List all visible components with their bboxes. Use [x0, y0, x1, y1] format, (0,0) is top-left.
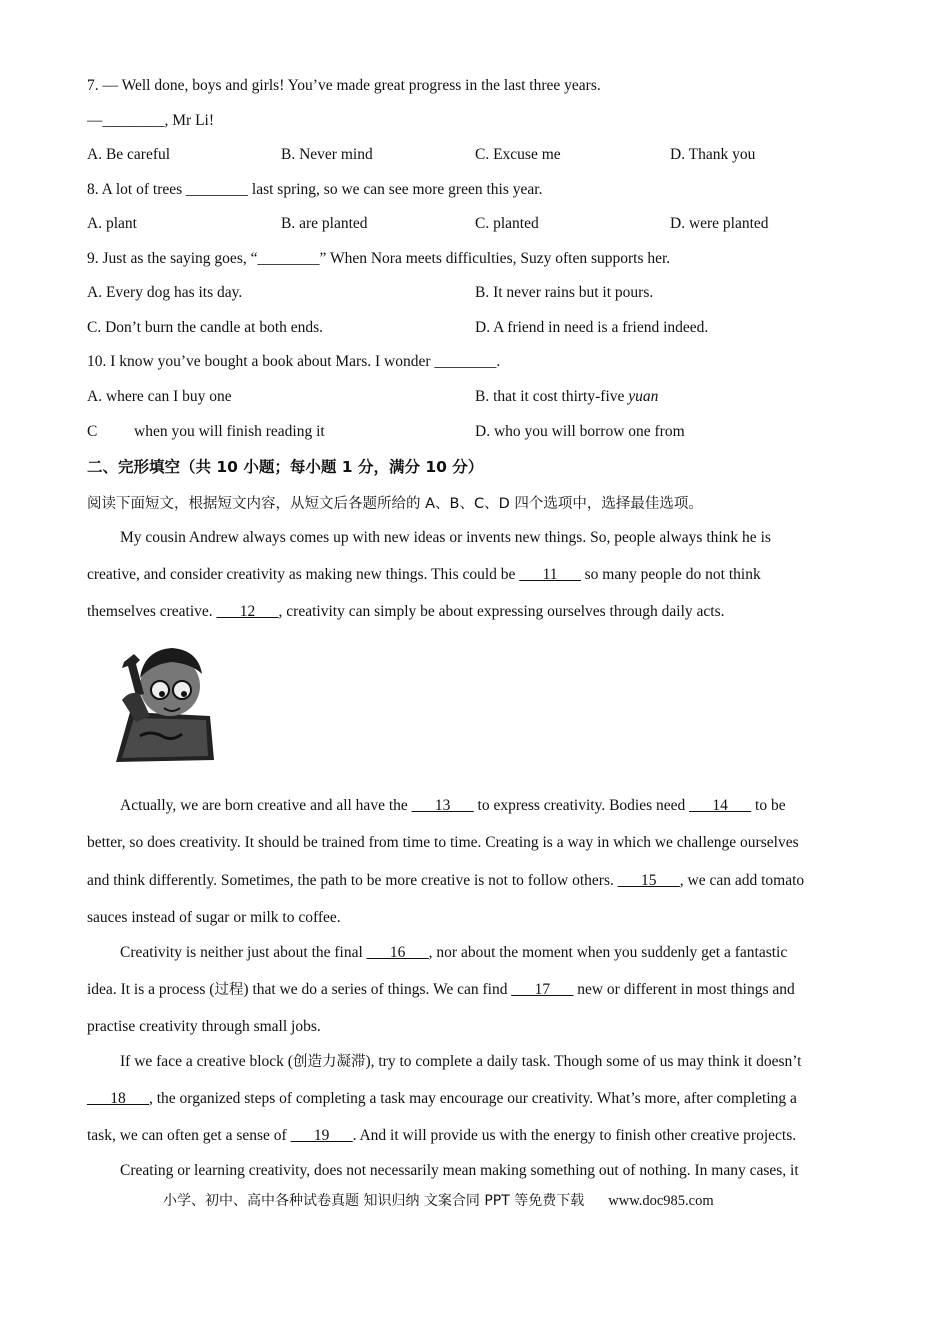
q7-reply — [87, 111, 214, 131]
blank-18: ___18___ — [87, 1090, 149, 1107]
p2-line-3-b: , we can add tomato — [679, 872, 805, 889]
q10-option-b-text: B. that it cost thirty-five — [475, 388, 629, 405]
p2-line-1-c: to be — [751, 797, 786, 814]
p4-line-3-a: task, we can often get a sense of — [87, 1127, 291, 1144]
p1-line-1: My cousin Andrew always comes up with new ideas or invents new things. So, people always think he is — [120, 529, 771, 546]
q8-option-b: B. are planted — [281, 215, 368, 232]
p1-line-3-a: themselves creative. — [87, 603, 217, 620]
q9-stem-end: ” When Nora meets difficulties, Suzy often supports her. — [319, 250, 671, 267]
p1-line-2-a: creative, and consider creativity as making new things. This could be — [87, 566, 520, 583]
q10-option-d: D. who you will borrow one from — [475, 423, 685, 440]
blank-11: ___11___ — [519, 566, 581, 583]
q10-stem-start: 10. I know you’ve bought a book about Mars. I wonder — [87, 353, 435, 370]
p4-line-1 — [120, 1052, 801, 1072]
q7-option-b: B. Never mind — [281, 146, 373, 163]
p4-line-1-a: If we face a creative block ( — [120, 1053, 293, 1070]
p3-line-2-b: ) that we do a series of things. We can find — [243, 981, 512, 998]
p1-line-2-b: so many people do not think — [580, 566, 761, 583]
blank-16: ___16___ — [366, 944, 429, 961]
p4-line-1-cn: 创造力凝滞 — [292, 1054, 366, 1070]
q8-option-c: C. planted — [475, 215, 539, 232]
right-eye — [173, 681, 191, 699]
q9-stem — [87, 249, 670, 269]
q10-option-b — [475, 387, 658, 407]
blank-12: ___12___ — [216, 603, 279, 620]
boy-with-wrench-illustration — [110, 640, 218, 764]
p3-line-2-a: idea. It is a process ( — [87, 981, 215, 998]
q7-option-a: A. Be careful — [87, 146, 171, 163]
q9-option-a: A. Every dog has its day. — [87, 284, 243, 301]
p3-line-2-c: new or different in most things and — [573, 981, 795, 998]
p4-line-2-b: , the organized steps of completing a task may encourage our creativity. What’s more, after completing a — [149, 1090, 797, 1107]
blank-15: ___15___ — [617, 872, 680, 889]
p1-line-3-b: , creativity can simply be about expressing ourselves through daily acts. — [278, 603, 725, 620]
p3-line-1-a: Creativity is neither just about the final — [120, 944, 367, 961]
p2-line-3-a: and think differently. Sometimes, the path to be more creative is not to follow others. — [87, 872, 618, 889]
q10-stem-end: . — [496, 353, 501, 370]
footer-text: 小学、初中、高中各种试卷真题 知识归纳 文案合同 PPT 等免费下载 — [163, 1193, 585, 1209]
footer-url[interactable]: www.doc985.com — [608, 1193, 714, 1209]
p2-line-3 — [87, 871, 804, 891]
p3-line-1 — [120, 943, 787, 963]
blank-19: ___19___ — [290, 1127, 353, 1144]
q7-option-c: C. Excuse me — [475, 146, 561, 163]
p1-line-2 — [87, 565, 761, 585]
p4-line-3-b: . And it will provide us with the energy to finish other creative projects. — [352, 1127, 797, 1144]
q7-stem: 7. — Well done, boys and girls! You’ve made great progress in the last three years. — [87, 77, 601, 94]
q10-stem — [87, 352, 500, 372]
q9-option-c: C. Don’t burn the candle at both ends. — [87, 319, 324, 336]
q8-option-a: A. plant — [87, 215, 137, 232]
q9-stem-start: 9. Just as the saying goes, “ — [87, 250, 258, 267]
p2-line-1-a: Actually, we are born creative and all have the — [120, 797, 412, 814]
q8-blank: ________ — [186, 181, 249, 198]
q9-blank: ________ — [257, 250, 320, 267]
p4-line-2 — [87, 1089, 797, 1109]
q10-option-b-italic: yuan — [628, 388, 659, 405]
section-2-instruction: 阅读下面短文，根据短文内容，从短文后各题所给的 A、B、C、D 四个选项中，选择最佳选项。 — [87, 496, 703, 512]
p2-line-2: better, so does creativity. It should be trained from time to time. Creating is a way in which we challenge ourselves — [87, 834, 799, 851]
q8-stem-start: 8. A lot of trees — [87, 181, 187, 198]
p1-line-3 — [87, 602, 725, 622]
left-pupil — [159, 691, 165, 697]
p4-line-3 — [87, 1126, 796, 1146]
blank-17: ___17___ — [511, 981, 574, 998]
q9-option-b: B. It never rains but it pours. — [475, 284, 654, 301]
q10-blank: ________ — [434, 353, 497, 370]
left-eye — [151, 681, 169, 699]
q8-option-d: D. were planted — [670, 215, 769, 232]
section-2-title: 二、完形填空（共 10 小题；每小题 1 分，满分 10 分） — [87, 458, 484, 476]
p2-line-1 — [120, 796, 786, 816]
q9-option-d: D. A friend in need is a friend indeed. — [475, 319, 709, 336]
q8-stem — [87, 180, 542, 200]
p3-line-3: practise creativity through small jobs. — [87, 1018, 321, 1035]
blank-13: ___13___ — [411, 797, 474, 814]
q7-blank: —________ — [87, 112, 165, 129]
p4-line-1-b: ), try to complete a daily task. Though some of us may think it doesn’t — [365, 1053, 802, 1070]
q10-option-c-letter: C — [87, 423, 98, 440]
p3-line-2 — [87, 980, 795, 1000]
q10-option-c-text: when you will finish reading it — [134, 423, 325, 440]
right-pupil — [181, 691, 187, 697]
q8-stem-end: last spring, so we can see more green this year. — [248, 181, 543, 198]
q7-option-d: D. Thank you — [670, 146, 756, 163]
q7-reply-text: , Mr Li! — [164, 112, 215, 129]
p3-line-1-b: , nor about the moment when you suddenly get a fantastic — [428, 944, 788, 961]
p2-line-4: sauces instead of sugar or milk to coffee. — [87, 909, 341, 926]
page-footer — [163, 1191, 714, 1211]
p2-line-1-b: to express creativity. Bodies need — [473, 797, 690, 814]
blank-14: ___14___ — [689, 797, 752, 814]
q10-option-a: A. where can I buy one — [87, 388, 232, 405]
p3-line-2-cn: 过程 — [214, 982, 244, 998]
p5-line-1: Creating or learning creativity, does not necessarily mean making something out of nothing. In many cases, it — [120, 1162, 799, 1179]
